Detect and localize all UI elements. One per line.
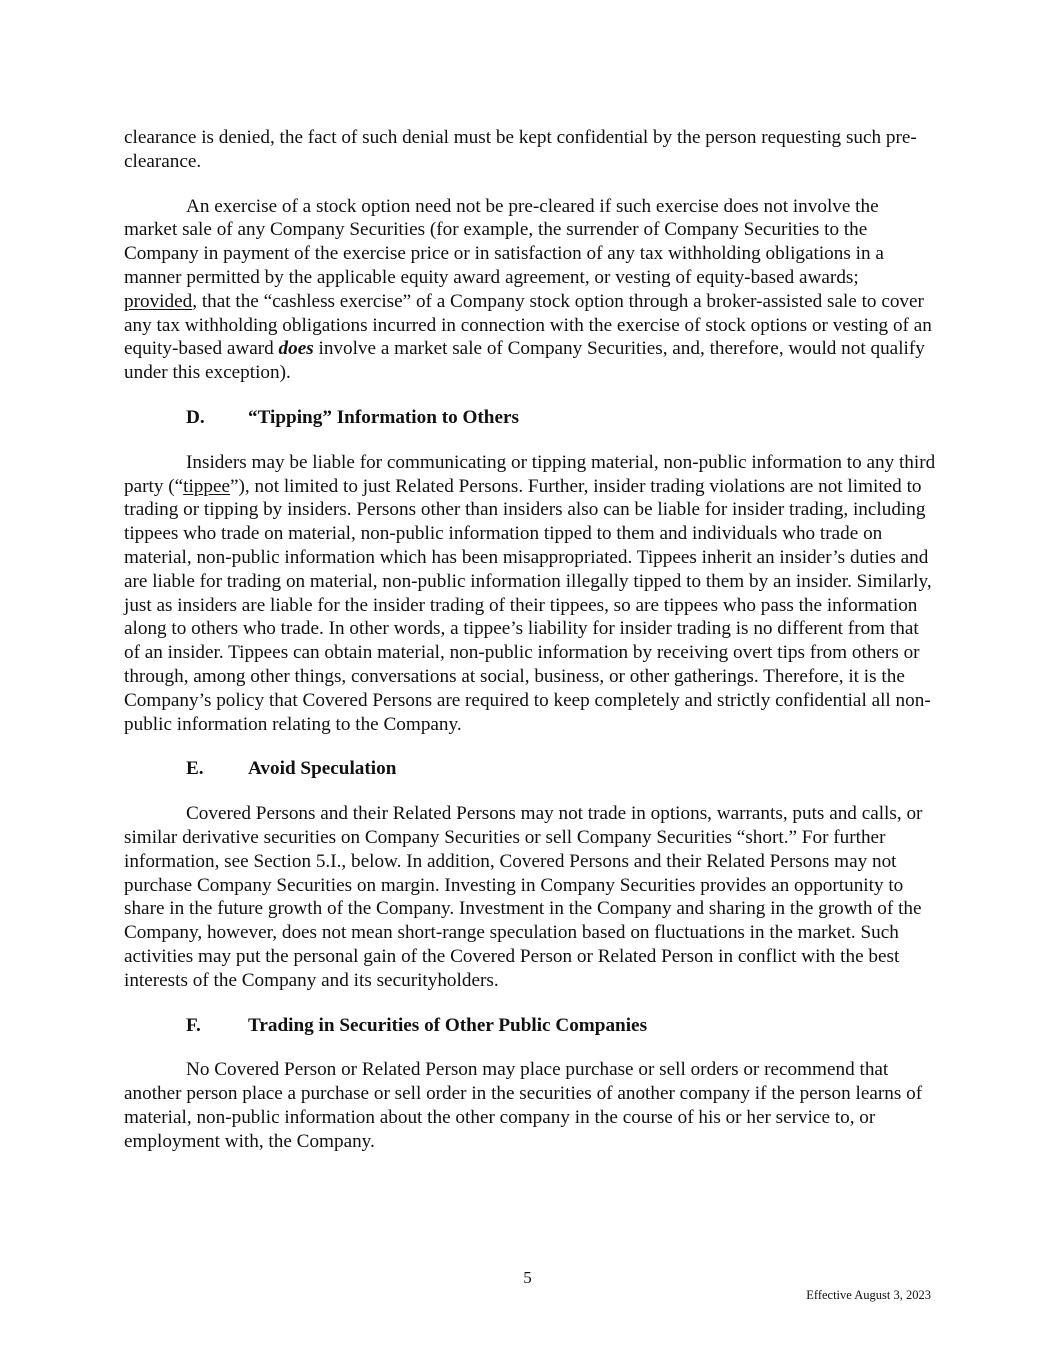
other-companies-paragraph: No Covered Person or Related Person may place purchase or sell orders or recommend that another person place a purchase or sell order in the securities of another company if the person learns of material, non-public information about the other company in the course of his or her service to, or employment with, the Company.	[124, 1059, 923, 1152]
stock-option-text-1: An exercise of a stock option need not be pre-cleared if such exercise does not involve the market sale of any Company Securities (for example, the surrender of Company Securities to the Company in payment of the exercise price or in satisfaction of any tax withholding obligations in a manner permitted by the applicable equity award agreement, or vesting of equity-based awards;	[124, 195, 884, 288]
tipping-paragraph	[124, 451, 936, 737]
section-f-letter: F.	[186, 1014, 201, 1036]
tipping-text-2: ”), not limited to just Related Persons. Further, insider trading violations are not limited to trading or tipping by insiders. Persons other than insiders also can be liable for insider trading, including tippees who trade on material, non-public information tipped to them and individuals who trade on material, non-public information which has been misappropriated. Tippees inherit an insider’s duties and are liable for trading on material, non-public information illegally tipped to them by an insider. Similarly, just as insiders are liable for the insider trading of their tippees, so are tippees who pass the information along to others who trade. In other words, a tippee’s liability for insider trading is no different from that of an insider. Tippees can obtain material, non-public information by receiving overt tips from others or through, among other things, conversations at social, business, or other gatherings. Therefore, it is the Company’s policy that Covered Persons are required to keep completely and strictly confidential all non-public information relating to the Company.	[124, 475, 932, 735]
does-emphasis: does	[278, 338, 314, 360]
section-e-letter: E.	[186, 758, 204, 780]
provided-term: provided	[124, 290, 193, 312]
section-d-letter: D.	[186, 406, 205, 428]
continuation-paragraph: clearance is denied, the fact of such denial must be kept confidential by the person requesting such pre-clearance.	[124, 127, 917, 172]
section-e-title: Avoid Speculation	[248, 758, 397, 780]
section-f-title: Trading in Securities of Other Public Companies	[248, 1014, 648, 1036]
stock-option-paragraph	[124, 195, 936, 385]
stock-option-text-3: involve a market sale of Company Securities, and, therefore, would not qualify under this exception).	[124, 338, 925, 384]
section-e-heading	[186, 757, 936, 781]
section-d-title: “Tipping” Information to Others	[248, 406, 519, 428]
effective-date: Effective August 3, 2023	[806, 1288, 931, 1302]
document-body	[124, 126, 936, 1174]
page-number: 5	[523, 1268, 532, 1287]
section-d-heading	[186, 406, 936, 430]
tipping-text-1: Insiders may be liable for communicating or tipping material, non-public information to any third party (“	[124, 451, 936, 497]
tippee-term: tippee	[183, 475, 231, 497]
section-f-heading	[186, 1014, 936, 1038]
speculation-paragraph: Covered Persons and their Related Persons may not trade in options, warrants, puts and calls, or similar derivative securities on Company Securities or sell Company Securities “short.” For further information, see Section 5.I., below. In addition, Covered Persons and their Related Persons may not purchase Company Securities on margin. Investing in Company Securities provides an opportunity to share in the future growth of the Company. Investment in the Company and sharing in the growth of the Company, however, does not mean short-range speculation based on fluctuations in the market. Such activities may put the personal gain of the Covered Person or Related Person in conflict with the best interests of the Company and its securityholders.	[124, 803, 923, 991]
stock-option-text-2: , that the “cashless exercise” of a Company stock option through a broker-assisted sale to cover any tax withholding obligations incurred in connection with the exercise of stock options or vesting of an equity-based award	[124, 290, 932, 360]
